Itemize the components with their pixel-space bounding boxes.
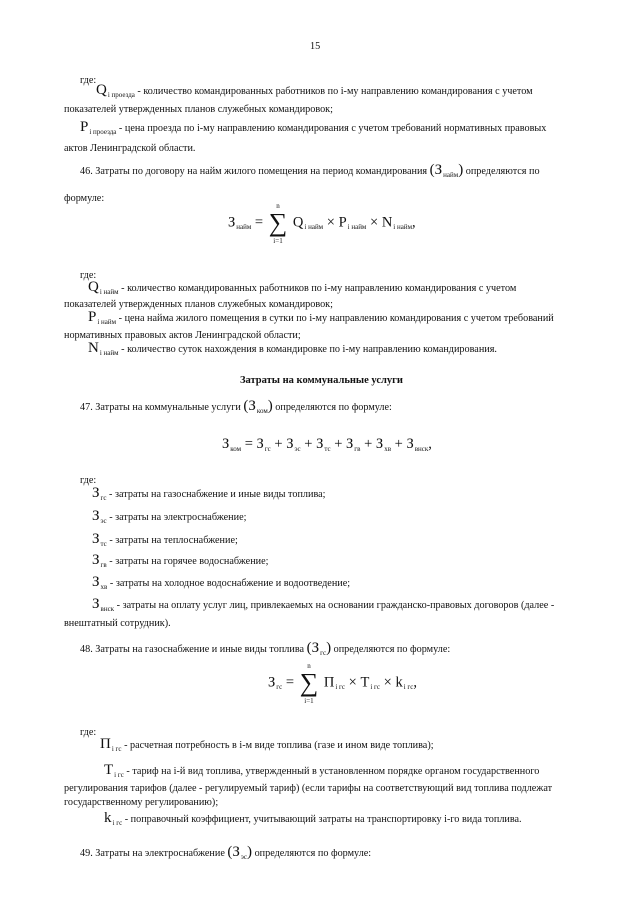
subscript: i проезда [107, 91, 135, 99]
definition-z-gs: $З_{гс}$ - затраты на газоснабжение и иные виды топлива; [92, 485, 326, 502]
formula-kom: $З_{ком} = З_{гс} + З_{эс} + З_{тс} + З_{гв} + З_{хв} + З_{внск}$, [222, 436, 432, 453]
paragraph-48: 48. Затраты на газоснабжение и иные виды топлива $(З_{гс})$ определяются по формуле: [80, 640, 451, 657]
formula-gs: $З_{гс}$ = ∑ n i=1 $П_{i гс} \times T_{i гс} \times k_{i гс}$, [268, 662, 418, 705]
definition-z-gv: $З_{гв}$ - затраты на горячее водоснабжение; [92, 552, 269, 569]
definition-t-gs: $T_{i гс}$ - тариф на i-й вид топлива, утвержденный в установленном порядке органом государственного [104, 762, 540, 779]
definition-z-hv: $З_{хв}$ - затраты на холодное водоснабжение и водоотведение; [92, 574, 351, 591]
paragraph-47: 47. Затраты на коммунальные услуги $(З_{ком})$ определяются по формуле: [80, 398, 392, 415]
definition-continuation: внештатный сотрудник). [64, 618, 171, 629]
definition-z-vnsk: $З_{внск}$ - затраты на оплату услуг лиц, привлекаемых на основании гражданско-правовых договоров (далее - [92, 596, 555, 613]
definition-continuation: регулирования тарифов (далее - регулируемый тариф) (если тарифы на соответствующий вид топлива подлежат [64, 783, 553, 794]
paragraph-49: 49. Затраты на электроснабжение $(З_{эс})$ определяются по формуле: [80, 844, 372, 861]
page-number: 15 [310, 41, 321, 52]
where-label: где: [80, 475, 97, 486]
section-heading: Затраты на коммунальные услуги [240, 375, 403, 386]
definition-k-gs: $k_{i гс}$ - поправочный коэффициент, учитывающий затраты на транспортировку i-го вида топлива. [104, 810, 522, 827]
definition-n-naim: $N_{i найм}$ - количество суток нахождения в командировке по i-му направлению командирования. [88, 340, 497, 357]
definition-continuation: государственному регулированию); [64, 797, 219, 808]
symbol-q: Q [96, 82, 107, 98]
definition-continuation: показателей утвержденных планов служебных командировок; [64, 104, 333, 115]
definition-q-naim: $Q_{i найм}$ - количество командированных работников по i-му направлению командирования с учетом [88, 279, 517, 296]
symbol-p: P [80, 119, 89, 135]
definition-continuation: актов Ленинградской области. [64, 143, 196, 154]
sum-symbol: ∑ n i=1 [299, 662, 319, 705]
formula-naim: $З_{найм}$ = ∑ n i=1 $Q_{i найм} \times P_{i найм} \times N_{i найм}$, [228, 202, 416, 245]
definition-p-proezda [80, 121, 546, 139]
definition-text: - количество командированных работников по i-му направлению командирования с учетом [137, 86, 533, 97]
definition-z-ts: $З_{тс}$ - затраты на теплоснабжение; [92, 531, 238, 548]
definition-q-proezda [96, 84, 533, 102]
sum-symbol: ∑ n i=1 [268, 202, 288, 245]
paragraph-text-tail: определяются по [465, 166, 540, 177]
where-label: где: [80, 270, 97, 281]
definition-p-naim: $P_{i найм}$ - цена найма жилого помещения в сутки по i-му направлению командирования с учетом требований [88, 309, 554, 326]
paragraph-text: 46. Затраты по договору на найм жилого помещения на период командирования [80, 166, 428, 177]
subscript: i проезда [89, 128, 117, 136]
where-label: где: [80, 75, 97, 86]
definition-text: - цена проезда по i-му направлению командирования с учетом требований нормативных правовых [118, 123, 547, 134]
where-label: где: [80, 727, 97, 738]
definition-z-es: $З_{эс}$ - затраты на электроснабжение; [92, 508, 247, 525]
definition-continuation: нормативных правовых актов Ленинградской области; [64, 330, 301, 341]
paragraph-continuation: формуле: [64, 193, 105, 204]
definition-continuation: показателей утвержденных планов служебных командировок; [64, 299, 333, 310]
paragraph-46: 46. Затраты по договору на найм жилого помещения на период командирования $(З_{найм})$ определяются по [80, 162, 540, 179]
definition-pi-gs: $П_{i гс}$ - расчетная потребность в i-м виде топлива (газе и ином виде топлива); [100, 736, 434, 753]
